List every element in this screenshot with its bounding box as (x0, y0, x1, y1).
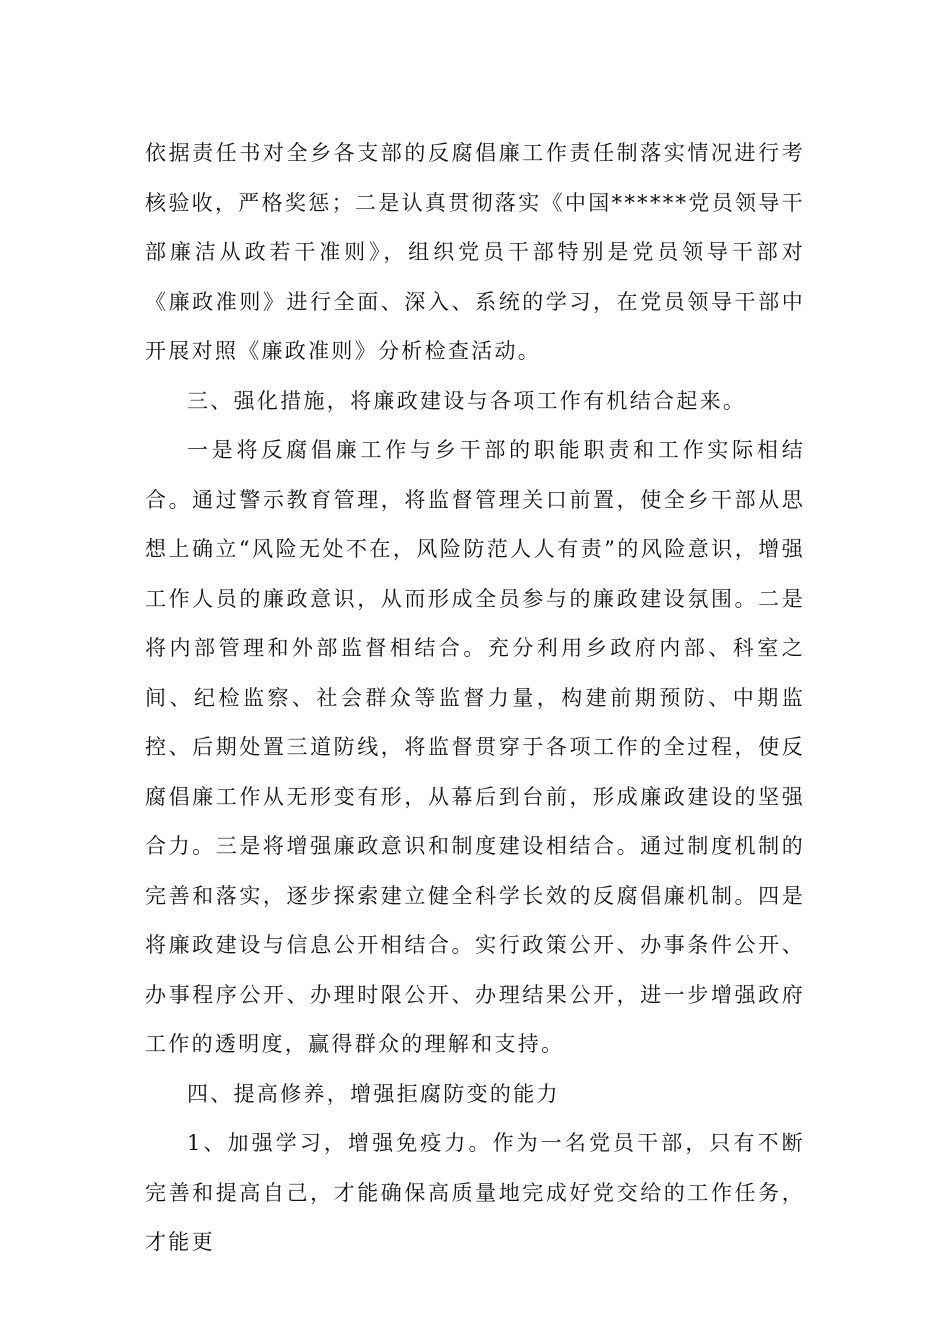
section-heading-three: 三、强化措施，将廉政建设与各项工作有机结合起来。 (187, 388, 747, 413)
paragraph-continuation: 依据责任书对全乡各支部的反腐倡廉工作责任制落实情况进行考核验收，严格奖惩；二是认真贯彻落实《中国******党员领导干部廉洁从政若干准则》，组织党员干部特别是党员领导干部对《廉政准则》进行全面、深入、系统的学习，在党员领导干部中开展对照《廉政准则》分析检查活动。 (145, 141, 805, 363)
paragraph-measures: 一是将反腐倡廉工作与乡干部的职能职责和工作实际相结合。通过警示教育管理，将监督管理关口前置，使全乡干部从思想上确立“风险无处不在，风险防范人人有责”的风险意识，增强工作人员的廉政意识，从而形成全员参与的廉政建设氛围。二是将内部管理和外部监督相结合。充分利用乡政府内部、科室之间、纪检监察、社会群众等监督力量，构建前期预防、中期监控、后期处置三道防线，将监督贯穿于各项工作的全过程，使反腐倡廉工作从无形变有形，从幕后到台前，形成廉政建设的坚强合力。三是将增强廉政意识和制度建设相结合。通过制度机制的完善和落实，逐步探索建立健全科学长效的反腐倡廉机制。四是将廉政建设与信息公开相结合。实行政策公开、办事条件公开、办事程序公开、办理时限公开、办理结果公开，进一步增强政府工作的透明度，赢得群众的理解和支持。 (145, 438, 805, 1056)
paragraph-study: 1、加强学习，增强免疫力。作为一名党员干部，只有不断完善和提高自己，才能确保高质量地完成好党交给的工作任务，才能更 (145, 1131, 805, 1254)
document-body (145, 129, 805, 1268)
section-heading-four: 四、提高修养，增强拒腐防变的能力 (187, 1081, 560, 1106)
